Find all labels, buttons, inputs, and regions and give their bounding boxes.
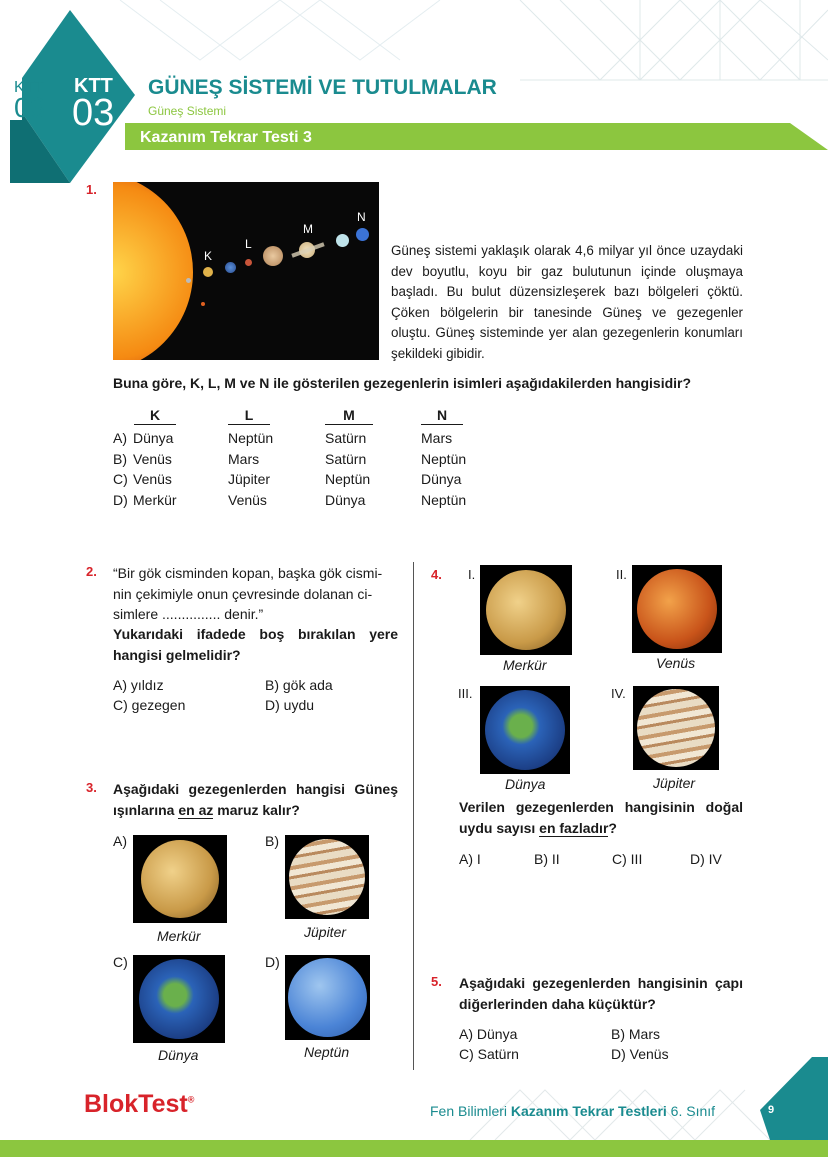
q1-header-l: L bbox=[228, 407, 270, 425]
sun bbox=[113, 182, 193, 360]
ktt-shadow-number: 03 bbox=[14, 92, 46, 123]
solar-system-image bbox=[113, 182, 379, 360]
q1-option-d[interactable]: D) Merkür Venüs Dünya Neptün bbox=[113, 491, 467, 508]
column-divider bbox=[413, 562, 414, 1070]
q4-option-d[interactable]: D) IV bbox=[690, 851, 722, 867]
q5-option-d[interactable]: D) Venüs bbox=[611, 1046, 669, 1062]
ktt-label: KTT bbox=[74, 75, 113, 97]
q1-option-a[interactable]: A) Dünya Neptün Satürn Mars bbox=[113, 430, 453, 446]
q1-option-b[interactable]: B) Venüs Mars Satürn Neptün bbox=[113, 450, 467, 467]
q3-caption-c: Dünya bbox=[158, 1047, 199, 1063]
q1-paragraph: Güneş sistemi yaklaşık olarak 4,6 milyar yıl önce uzaydaki dev boyutlu, koyu bir gaz bulutunun içinde oluşmaya başladı. Bu bulut düzensizleşerek bazı bölgeleri çöktü. Çöken bölgelerin bir tanesinde Güneş ve gezegenler oluştu. Güneş sisteminde yer alan gezegenlerin konumları şekildeki gibidir. bbox=[391, 243, 743, 361]
q4-numeral-1: I. bbox=[468, 567, 476, 582]
q5-question: Aşağıdaki gezegenlerden hangisinin çapı diğerlerinden daha küçüktür? bbox=[459, 975, 743, 1012]
footer-series: Fen Bilimleri Kazanım Tekrar Testleri 6. Sınıf bbox=[430, 1103, 716, 1119]
q2-option-c[interactable]: C) gezegen bbox=[113, 697, 186, 713]
test-title: Kazanım Tekrar Testi 3 bbox=[140, 129, 312, 146]
page-number: 9 bbox=[768, 1104, 775, 1116]
q4-caption-3: Dünya bbox=[505, 776, 546, 792]
q4-caption-4: Jüpiter bbox=[653, 775, 696, 791]
q4-number: 4. bbox=[431, 567, 442, 582]
q5-option-c[interactable]: C) Satürn bbox=[459, 1046, 519, 1062]
q2-question: Yukarıdaki ifadede boş bırakılan yere hangisi gelmelidir? bbox=[113, 626, 398, 663]
unit-subtitle: Güneş Sistemi bbox=[148, 104, 227, 118]
q3-letter-b[interactable]: B) bbox=[265, 833, 279, 849]
q1-option-c[interactable]: C) Venüs Jüpiter Neptün Dünya bbox=[113, 471, 462, 487]
q3-letter-d[interactable]: D) bbox=[265, 954, 280, 970]
q2-number: 2. bbox=[86, 564, 97, 579]
ktt-number: 03 bbox=[72, 92, 115, 134]
q2-option-d[interactable]: D) uydu bbox=[265, 697, 315, 713]
unit-title: GÜNEŞ SİSTEMİ VE TUTULMALAR bbox=[148, 76, 497, 99]
q4-image-merkur bbox=[480, 565, 572, 655]
q5-option-a[interactable]: A) Dünya bbox=[459, 1026, 518, 1042]
q5-option-b[interactable]: B) Mars bbox=[611, 1026, 660, 1042]
label-n: N bbox=[357, 210, 366, 224]
q3-image-jupiter bbox=[285, 835, 369, 919]
q4-question: Verilen gezegenlerden hangisinin doğal uydu sayısı en fazladır? bbox=[459, 799, 743, 836]
label-l: L bbox=[245, 237, 252, 251]
q3-caption-a: Merkür bbox=[157, 928, 201, 944]
q2-option-a[interactable]: A) yıldız bbox=[113, 677, 164, 693]
ktt-shadow-label: KTT bbox=[14, 79, 45, 96]
q3-image-neptun bbox=[285, 955, 370, 1040]
q4-option-a[interactable]: A) I bbox=[459, 851, 481, 867]
q4-image-venus bbox=[632, 565, 722, 653]
q3-number: 3. bbox=[86, 780, 97, 795]
label-k: K bbox=[204, 249, 213, 263]
q4-option-b[interactable]: B) II bbox=[534, 851, 560, 867]
q1-question: Buna göre, K, L, M ve N ile gösterilen gezegenlerin isimleri aşağıdakilerden hangisidir? bbox=[113, 375, 692, 391]
q3-question: Aşağıdaki gezegenlerden hangisi Güneş ışınlarına en az maruz kalır? bbox=[113, 781, 398, 818]
q5-number: 5. bbox=[431, 974, 442, 989]
q4-option-c[interactable]: C) III bbox=[612, 851, 643, 867]
brand-logo: BlokTest® bbox=[84, 1090, 195, 1118]
q4-numeral-2: II. bbox=[616, 567, 627, 582]
label-m: M bbox=[303, 222, 313, 236]
q1-header-m: M bbox=[325, 407, 373, 425]
q4-image-jupiter bbox=[633, 686, 719, 770]
q3-letter-a[interactable]: A) bbox=[113, 833, 127, 849]
q3-image-dunya bbox=[133, 955, 225, 1043]
q3-letter-c[interactable]: C) bbox=[113, 954, 128, 970]
q3-caption-b: Jüpiter bbox=[304, 924, 347, 940]
q1-header-n: N bbox=[421, 407, 463, 425]
q3-image-merkur bbox=[133, 835, 227, 923]
q4-caption-2: Venüs bbox=[656, 655, 696, 671]
q3-caption-d: Neptün bbox=[304, 1044, 350, 1060]
q1-number: 1. bbox=[86, 182, 97, 197]
q4-numeral-3: III. bbox=[458, 686, 473, 701]
q1-header-k: K bbox=[134, 407, 176, 425]
q4-caption-1: Merkür bbox=[503, 657, 547, 673]
q4-image-dunya bbox=[480, 686, 570, 774]
q4-numeral-4: IV. bbox=[611, 686, 626, 701]
q2-option-b[interactable]: B) gök ada bbox=[265, 677, 333, 693]
q2-statement: “Bir gök cisminden kopan, başka gök cismi- nin çekimiyle onun çevresinde dolanan ci- simlere ............... denir.” bbox=[113, 565, 383, 622]
